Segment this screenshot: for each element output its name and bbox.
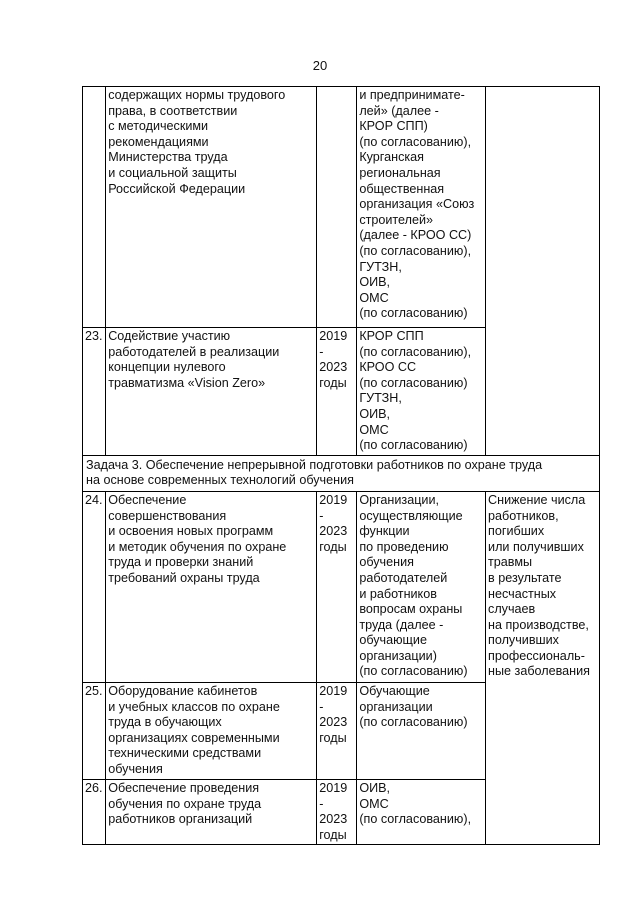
measure-name-cell: Обеспечение совершенствования и освоения новых программ и методик обучения по охране труда и проверки знаний требований охраны труда bbox=[106, 491, 317, 682]
task-heading: Задача 3. Обеспечение непрерывной подготовки работников по охране труда на основе современных технологий обучения bbox=[83, 455, 600, 491]
executor-cell: КРОР СПП (по согласованию), КРОО СС (по согласованию) ГУТЗН, ОИВ, ОМС (по согласованию) bbox=[357, 328, 486, 456]
table-row bbox=[83, 491, 600, 682]
measures-table bbox=[82, 86, 600, 845]
term-cell: 2019 - 2023 годы bbox=[317, 682, 357, 779]
measure-name-cell: Оборудование кабинетов и учебных классов по охране труда в обучающих организациях современными техническими средствами обучения bbox=[106, 682, 317, 779]
result-cell: Снижение числа работников, погибших или получивших травмы в результате несчастных случаев на производстве, получивших профессиональ- ные заболевания bbox=[486, 491, 600, 844]
measure-name-cell: Содействие участию работодателей в реализации концепции нулевого травматизма «Vision Zero» bbox=[106, 328, 317, 456]
row-number-cell: 25. bbox=[83, 682, 106, 779]
term-cell bbox=[317, 87, 357, 328]
row-number-cell bbox=[83, 87, 106, 328]
table-row bbox=[83, 87, 600, 328]
row-number-cell: 24. bbox=[83, 491, 106, 682]
executor-cell: Организации, осуществляющие функции по проведению обучения работодателей и работников вопросам охраны труда (далее - обучающие организации) (по согласованию) bbox=[357, 491, 486, 682]
row-number-cell: 23. bbox=[83, 328, 106, 456]
measure-name-cell: Обеспечение проведения обучения по охране труда работников организаций bbox=[106, 779, 317, 844]
term-cell: 2019 - 2023 годы bbox=[317, 328, 357, 456]
executor-cell: и предпринимате- лей» (далее - КРОР СПП) (по согласованию), Курганская региональная общественная организация «Союз строителей» (далее - КРОО СС) (по согласованию), ГУТЗН, ОИВ, ОМС (по согласованию) bbox=[357, 87, 486, 328]
page-number: 20 bbox=[312, 58, 328, 73]
measure-name-cell: содержащих нормы трудового права, в соответствии с методическими рекомендациями Министерства труда и социальной защиты Российской Федерации bbox=[106, 87, 317, 328]
task-row bbox=[83, 455, 600, 491]
term-cell: 2019 - 2023 годы bbox=[317, 779, 357, 844]
result-cell bbox=[486, 87, 600, 456]
row-number-cell: 26. bbox=[83, 779, 106, 844]
term-cell: 2019 - 2023 годы bbox=[317, 491, 357, 682]
executor-cell: ОИВ, ОМС (по согласованию), bbox=[357, 779, 486, 844]
executor-cell: Обучающие организации (по согласованию) bbox=[357, 682, 486, 779]
